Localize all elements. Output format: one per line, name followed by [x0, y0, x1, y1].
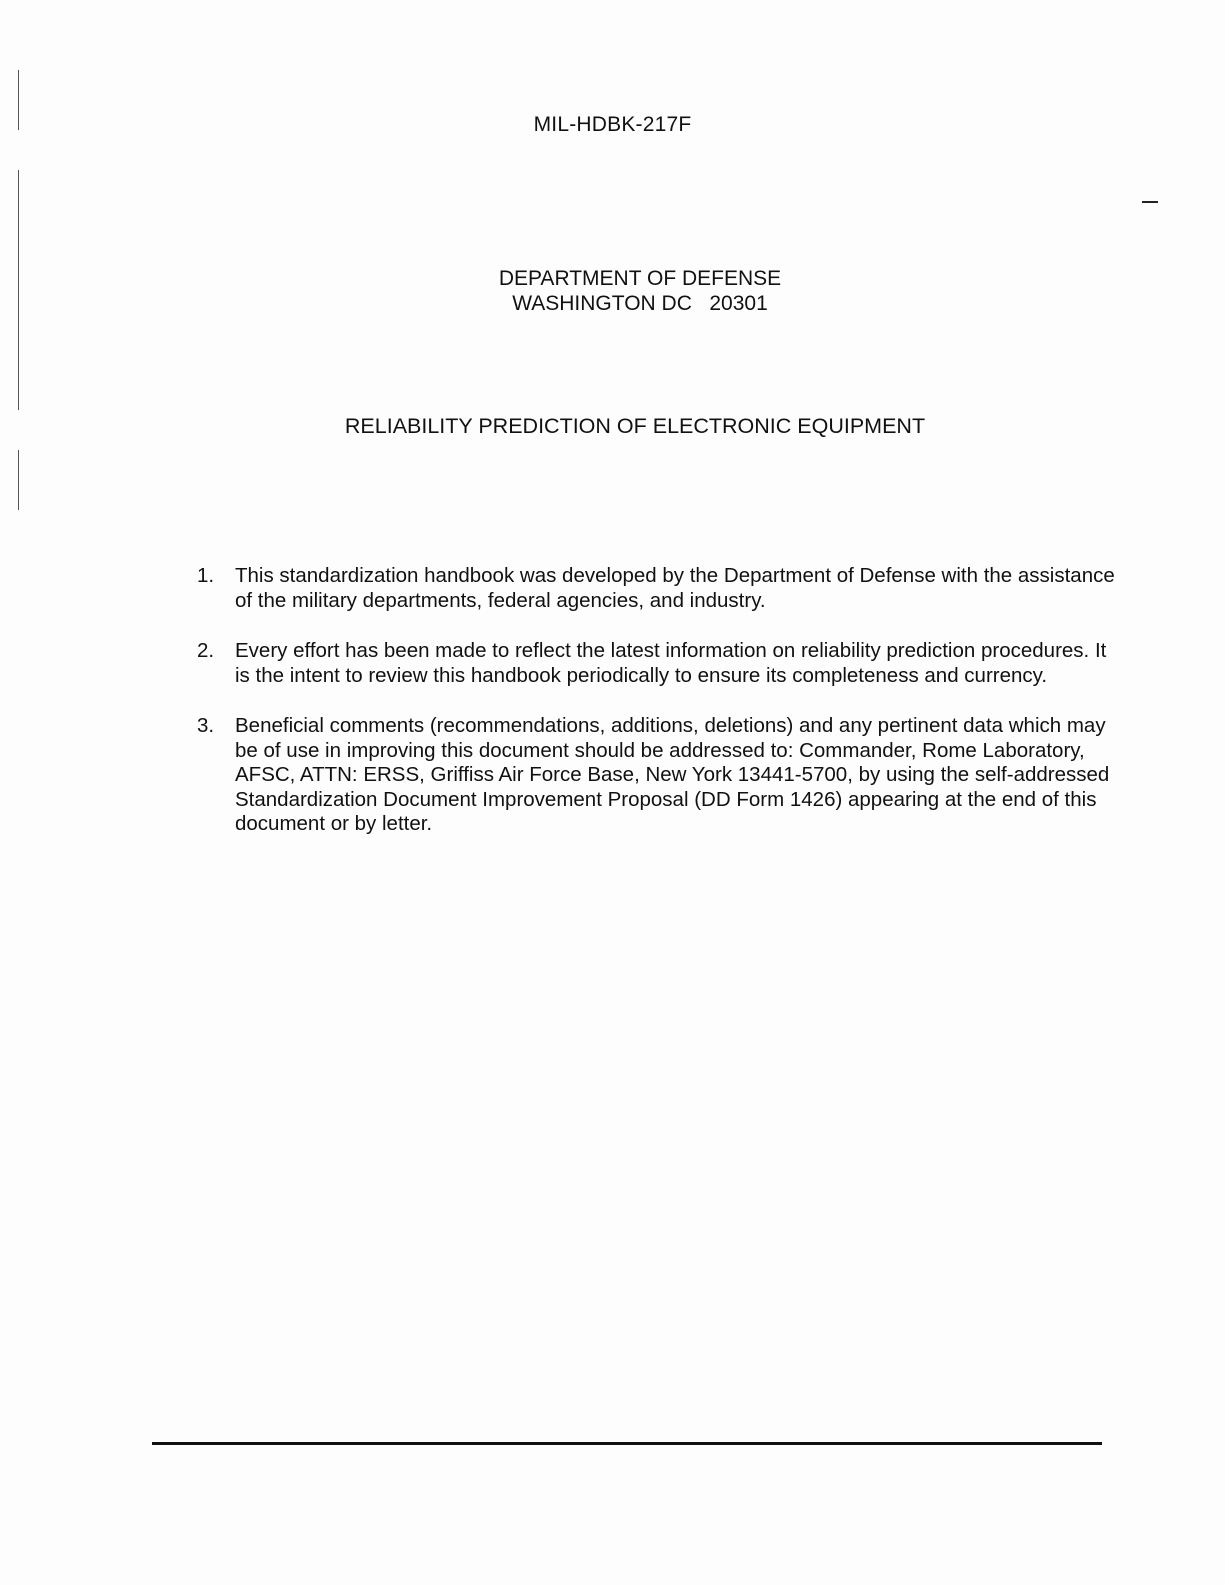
agency-name: DEPARTMENT OF DEFENSE	[498, 267, 782, 290]
list-item	[197, 714, 1122, 837]
agency-address: WASHINGTON DC 20301	[512, 292, 768, 315]
item-number: 3.	[197, 714, 215, 737]
document-identifier: MIL-HDBK-217F	[533, 113, 692, 136]
scan-edge-mark	[1142, 201, 1158, 203]
document-title: RELIABILITY PREDICTION OF ELECTRONIC EQUIPMENT	[344, 414, 926, 438]
item-text: This standardization handbook was developed by the Department of Defense with the assistance of the military departments, federal agencies, and industry.	[235, 564, 1115, 612]
list-item	[197, 639, 1122, 688]
item-number: 1.	[197, 564, 215, 587]
item-number: 2.	[197, 639, 215, 662]
item-text: Every effort has been made to reflect the latest information on reliability prediction procedures. It is the intent to review this handbook periodically to ensure its completeness and currency.	[235, 639, 1107, 687]
agency-block	[0, 266, 1225, 316]
footer-rule	[152, 1442, 1102, 1445]
foreword-list	[197, 564, 1122, 863]
scan-margin-line	[18, 450, 19, 510]
item-text: Beneficial comments (recommendations, additions, deletions) and any pertinent data which may be of use in improving this document should be addressed to: Commander, Rome Laboratory, AFSC, ATTN: ERSS, Griffiss Air Force Base, New York 13441-5700, by using the self-addressed Standardization Document Improvement Proposal (DD Form 1426) appearing at the end of this document or by letter.	[235, 714, 1110, 835]
list-item	[197, 564, 1122, 613]
